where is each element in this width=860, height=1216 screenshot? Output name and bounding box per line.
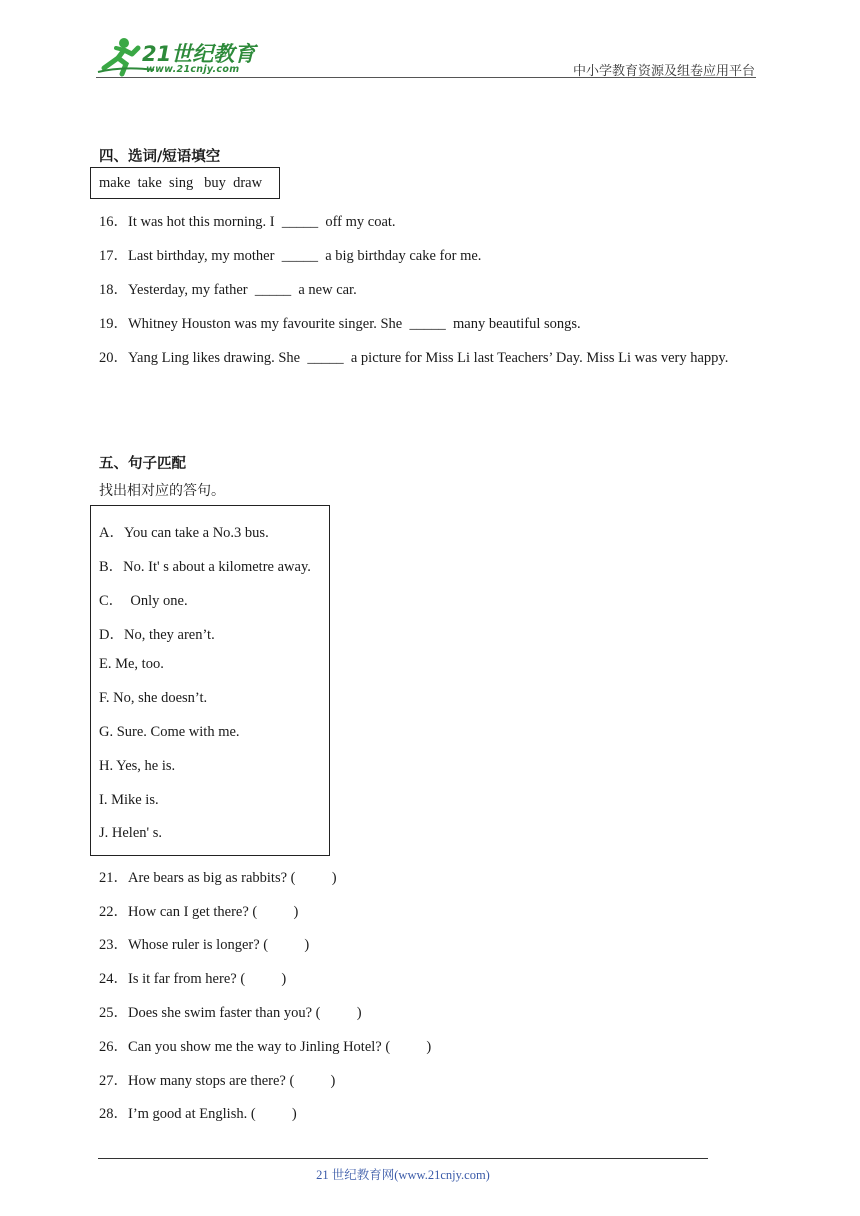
option-d: D．No, they aren’t. xyxy=(99,627,215,643)
footer-divider xyxy=(98,1158,708,1159)
option-e: E. Me, too. xyxy=(99,656,164,672)
section5-title: 五、句子匹配 xyxy=(99,456,186,472)
option-c: C． Only one. xyxy=(99,593,188,609)
header-divider xyxy=(96,77,756,78)
option-f: F. No, she doesn’t. xyxy=(99,690,208,706)
question-18: 18．Yesterday, my father _____ a new car. xyxy=(99,282,357,298)
footer-link[interactable]: 21 世纪教育网(www.21cnjy.com) xyxy=(316,1168,490,1182)
section5-instruction: 找出相对应的答句。 xyxy=(99,483,225,499)
question-24: 24．Is it far from here? ( ) xyxy=(99,971,287,987)
header-platform-text: 中小学教育资源及组卷应用平台 xyxy=(572,63,755,78)
site-logo xyxy=(94,34,264,78)
question-25: 25．Does she swim faster than you? ( ) xyxy=(99,1005,362,1021)
word-bank-box: make take sing buy draw xyxy=(90,167,280,199)
option-j: J. Helen' s. xyxy=(99,825,163,841)
question-28: 28．I’m good at English. ( ) xyxy=(99,1106,297,1122)
question-19: 19．Whitney Houston was my favourite singer. She _____ many beautiful songs. xyxy=(99,316,581,332)
question-26: 26．Can you show me the way to Jinling Hotel? ( ) xyxy=(99,1039,432,1055)
question-16: 16．It was hot this morning. I _____ off my coat. xyxy=(99,214,396,230)
question-20: 20．Yang Ling likes drawing. She _____ a picture for Miss Li last Teachers’ Day. Miss Li was very happy. xyxy=(99,350,729,366)
question-27: 27．How many stops are there? ( ) xyxy=(99,1073,336,1089)
option-g: G. Sure. Come with me. xyxy=(99,724,240,740)
logo-url: www.21cnjy.com xyxy=(146,64,240,75)
question-23: 23．Whose ruler is longer? ( ) xyxy=(99,937,310,953)
option-b: B．No. It' s about a kilometre away. xyxy=(99,559,311,575)
logo-text: 21世纪教育 xyxy=(142,42,256,66)
option-a: A．You can take a No.3 bus. xyxy=(99,525,269,541)
section4-title: 四、选词/短语填空 xyxy=(99,149,221,165)
question-17: 17．Last birthday, my mother _____ a big birthday cake for me. xyxy=(99,248,482,264)
option-i: I. Mike is. xyxy=(99,792,159,808)
question-21: 21．Are bears as big as rabbits? ( ) xyxy=(99,870,337,886)
option-h: H. Yes, he is. xyxy=(99,758,176,774)
question-22: 22．How can I get there? ( ) xyxy=(99,904,299,920)
